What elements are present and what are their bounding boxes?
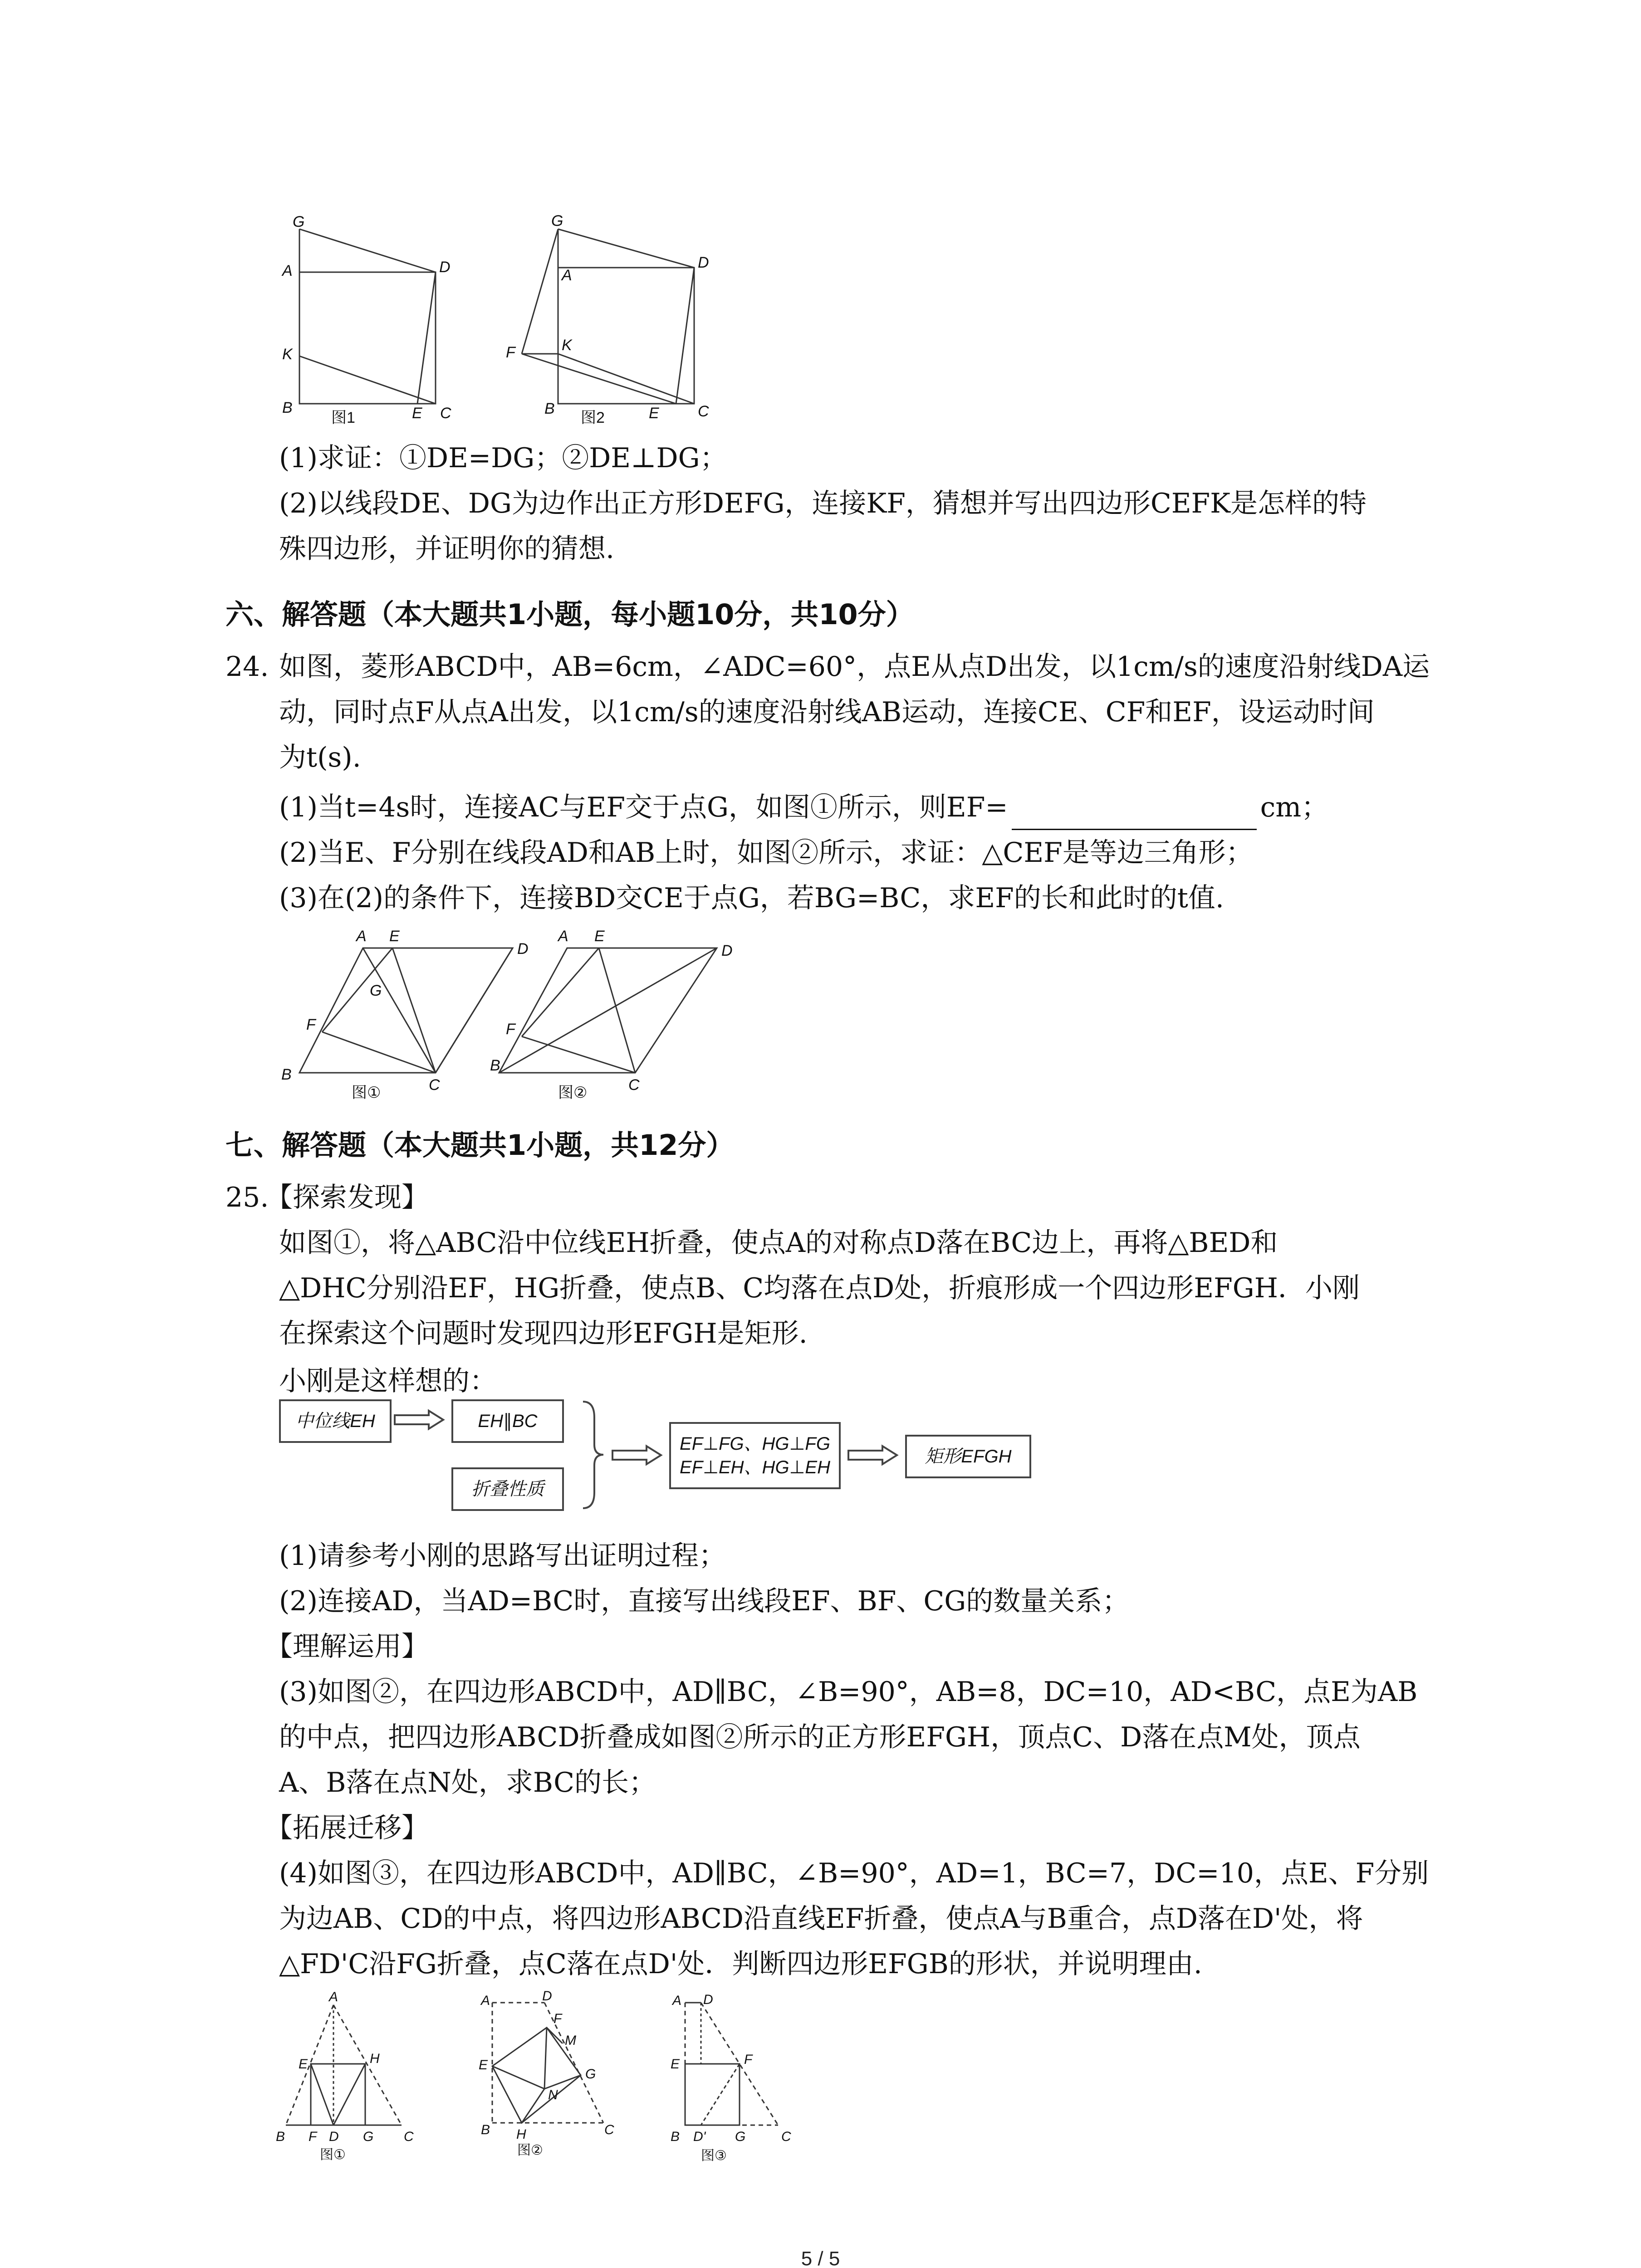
q24-number: 24. <box>225 651 269 683</box>
q24-figure-2 <box>490 923 744 1105</box>
q24-figure-1 <box>272 923 529 1105</box>
label-D: D <box>703 1992 713 2007</box>
label-B: B <box>490 1057 500 1074</box>
label-A: A <box>672 1993 682 2008</box>
thought-flowchart <box>279 1399 1096 1522</box>
label-K: K <box>562 337 572 354</box>
label-B: B <box>281 1066 292 1083</box>
label-N: N <box>548 2087 558 2102</box>
label-C: C <box>628 1076 640 1094</box>
label-D: D <box>698 254 709 271</box>
flow-box-midline: 中位线EH <box>279 1399 392 1443</box>
flow-box-parallel: EH∥BC <box>451 1399 564 1443</box>
q25-figure-1 <box>272 1991 436 2164</box>
flow-box-perpendicular <box>669 1422 841 1489</box>
q25-part3-line2: 的中点，把四边形ABCD折叠成如图②所示的正方形EFGH，顶点C、D落在点M处，顶点 <box>279 1721 1361 1753</box>
label-D: D <box>517 940 529 958</box>
flow-box-rectangle: 矩形EFGH <box>905 1435 1031 1478</box>
label-F: F <box>744 2052 753 2067</box>
brace-icon <box>578 1399 606 1513</box>
label-D: D <box>721 942 733 959</box>
label-C: C <box>429 1076 440 1094</box>
q25-part3-line1: (3)如图②，在四边形ABCD中，AD∥BC，∠B=90°，AB=8，DC=10，AD<BC，点E为AB <box>279 1676 1418 1708</box>
q25-explore-line3: 在探索这个问题时发现四边形EFGH是矩形. <box>279 1318 808 1349</box>
q25-part3-line3: A、B落在点N处，求BC的长； <box>279 1767 656 1799</box>
section-heading-6: 六、解答题（本大题共1小题，每小题10分，共10分） <box>225 598 914 631</box>
q25-part4-line1: (4)如图③，在四边形ABCD中，AD∥BC，∠B=90°，AD=1，BC=7，DC=10，点E、F分别 <box>279 1857 1429 1889</box>
label-K: K <box>282 346 293 363</box>
arrow-icon <box>846 1444 901 1466</box>
label-D: D <box>542 1989 552 2004</box>
q25-extend-title: 【拓展迁移】 <box>265 1812 429 1844</box>
label-A: A <box>562 267 572 284</box>
q25-part2: (2)连接AD，当AD=BC时，直接写出线段EF、BF、CG的数量关系； <box>279 1585 1130 1617</box>
q24-line3: 为t(s). <box>279 742 361 773</box>
label-F: F <box>309 2129 317 2144</box>
q25-explore-line1: 如图①，将△ABC沿中位线EH折叠，使点A的对称点D落在BC边上，再将△BED和 <box>279 1227 1278 1259</box>
q24-line2: 动，同时点F从点A出发，以1cm/s的速度沿射线AB运动，连接CE、CF和EF，设运动时间 <box>279 696 1375 728</box>
figure-caption: 图② <box>558 1084 588 1101</box>
figure-caption: 图1 <box>331 409 355 426</box>
label-E: E <box>671 2057 680 2072</box>
label-E: E <box>389 928 400 945</box>
label-B: B <box>481 2122 490 2137</box>
label-G: G <box>293 213 305 230</box>
label-E: E <box>649 405 659 422</box>
label-E: E <box>479 2058 488 2072</box>
q25-part4-line2: 为边AB、CD的中点，将四边形ABCD沿直线EF折叠，使点A与B重合，点D落在D'处，将 <box>279 1903 1363 1935</box>
q23-part2-line1: (2)以线段DE、DG为边作出正方形DEFG，连接KF，猜想并写出四边形CEFK是怎样的特 <box>279 488 1367 519</box>
label-F: F <box>506 344 515 361</box>
label-C: C <box>404 2129 414 2144</box>
label-G: G <box>585 2067 596 2082</box>
q24-part1 <box>279 785 1459 830</box>
q24-line1: 如图，菱形ABCD中，AB=6cm，∠ADC=60°，点E从点D出发，以1cm/s的速度沿射线DA运 <box>279 651 1430 683</box>
label-M: M <box>565 2033 576 2048</box>
q25-number: 25. <box>225 1182 269 1213</box>
label-C: C <box>440 405 451 422</box>
label-G: G <box>551 212 563 230</box>
label-A: A <box>558 928 568 945</box>
flow-box-folding: 折叠性质 <box>451 1467 564 1511</box>
q24-part3: (3)在(2)的条件下，连接BD交CE于点G，若BG=BC，求EF的长和此时的t值. <box>279 882 1224 914</box>
label-D: D <box>329 2129 339 2144</box>
label-C: C <box>698 403 709 420</box>
label-A: A <box>329 1989 338 2004</box>
label-Dp: D' <box>693 2129 706 2144</box>
q23-figure-1 <box>272 213 463 426</box>
label-A: A <box>282 262 293 279</box>
q24-part1-text: (1)当t=4s时，连接AC与EF交于点G，如图①所示，则EF= <box>279 792 1008 823</box>
label-F: F <box>506 1021 515 1038</box>
section-heading-7: 七、解答题（本大题共1小题，共12分） <box>225 1129 735 1162</box>
label-E: E <box>594 928 605 945</box>
label-G: G <box>370 982 382 999</box>
q23-part2-line2: 殊四边形，并证明你的猜想. <box>279 533 615 565</box>
label-C: C <box>781 2129 791 2144</box>
arrow-icon <box>610 1444 665 1466</box>
answer-blank[interactable] <box>1012 802 1257 830</box>
page-number: 5 / 5 <box>801 2248 840 2268</box>
label-H: H <box>516 2127 526 2142</box>
label-E: E <box>299 2057 308 2072</box>
label-B: B <box>544 400 555 417</box>
figure-caption: 图② <box>517 2143 543 2158</box>
q25-part4-line3: △FD'C沿FG折叠，点C落在点D'处．判断四边形EFGB的形状，并说明理由. <box>279 1948 1202 1980</box>
label-G: G <box>363 2129 374 2144</box>
q25-part1: (1)请参考小刚的思路写出证明过程； <box>279 1540 726 1572</box>
figure-caption: 图③ <box>701 2148 727 2163</box>
flow-box-line: EF⊥EH、HG⊥EH <box>680 1457 830 1477</box>
flow-box-line: EF⊥FG、HG⊥FG <box>680 1434 830 1454</box>
figure-caption: 图① <box>352 1084 381 1101</box>
label-H: H <box>370 2051 380 2066</box>
figure-caption: 图① <box>320 2147 346 2162</box>
label-E: E <box>412 405 422 422</box>
figure-caption: 图2 <box>581 409 605 426</box>
label-F: F <box>554 2011 562 2026</box>
q25-understand-title: 【理解运用】 <box>265 1631 429 1662</box>
q24-part2: (2)当E、F分别在线段AD和AB上时，如图②所示，求证：△CEF是等边三角形； <box>279 837 1253 869</box>
q24-part1-unit: cm； <box>1260 792 1329 823</box>
label-A: A <box>356 928 367 945</box>
q25-figure-3 <box>662 1991 826 2164</box>
label-A: A <box>481 1993 490 2008</box>
q23-part1: (1)求证：①DE=DG；②DE⊥DG； <box>279 442 727 474</box>
label-B: B <box>671 2129 680 2144</box>
label-B: B <box>276 2129 285 2144</box>
q25-explore-title: 【探索发现】 <box>265 1182 429 1213</box>
arrow-icon <box>392 1408 447 1431</box>
label-D: D <box>439 259 451 276</box>
q25-figure-2 <box>472 1991 635 2164</box>
q25-thought-intro: 小刚是这样想的： <box>279 1365 497 1397</box>
label-C: C <box>604 2122 614 2137</box>
q25-explore-line2: △DHC分别沿EF，HG折叠，使点B、C均落在点D处，折痕形成一个四边形EFGH．小刚 <box>279 1272 1360 1304</box>
label-G: G <box>735 2129 746 2144</box>
q23-figure-2 <box>504 209 717 426</box>
label-F: F <box>306 1016 316 1033</box>
label-B: B <box>282 399 293 416</box>
